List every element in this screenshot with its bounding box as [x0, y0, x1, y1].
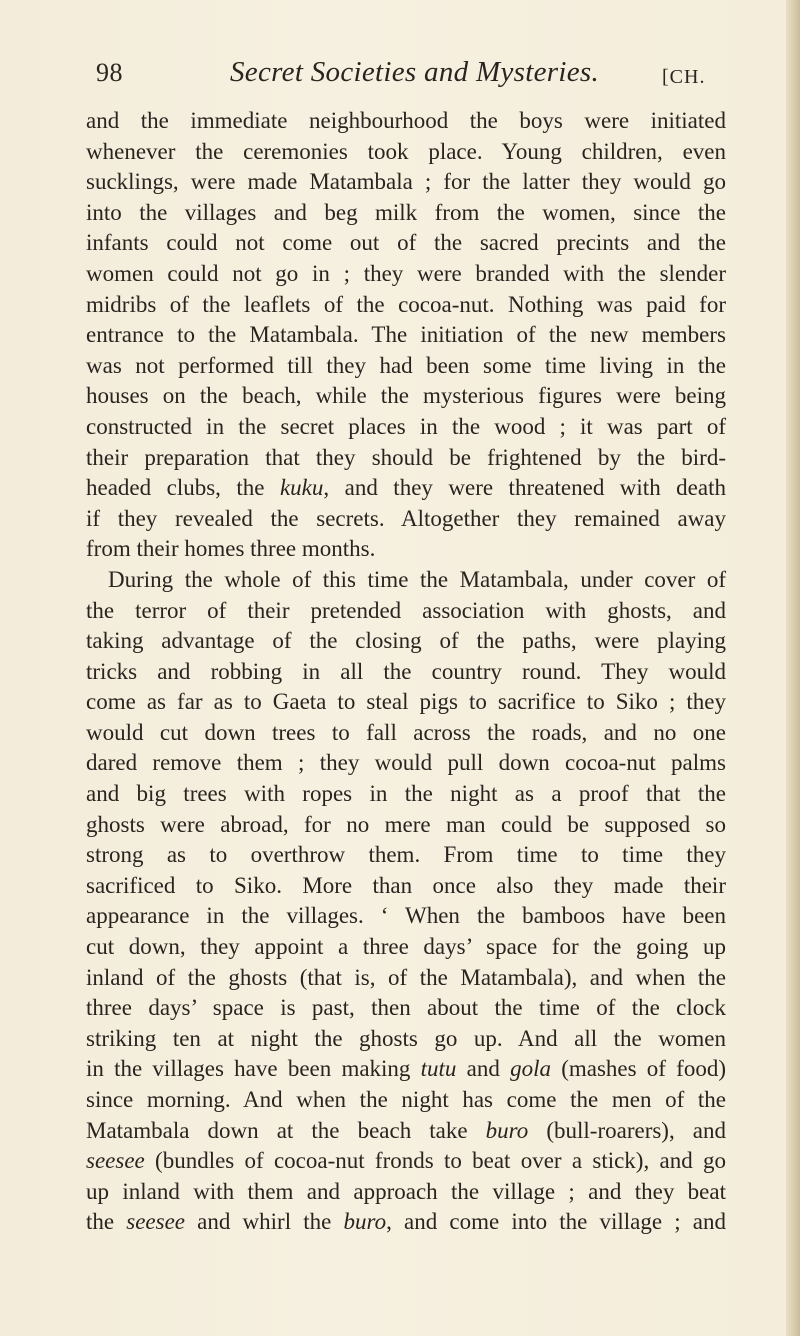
- text-segment: and big trees with ropes in the night as a proof that the: [86, 781, 726, 807]
- text-segment: the: [86, 1209, 127, 1235]
- text-segment: dared remove them ; they would pull down cocoa-nut palms: [86, 750, 726, 776]
- text-line: [86, 871, 726, 902]
- text-segment: midribs of the leaflets of the cocoa-nut. Nothing was paid for: [86, 291, 726, 317]
- text-line: [86, 840, 726, 871]
- italic-term: kuku: [279, 475, 324, 501]
- text-segment: if they revealed the secrets. Altogether they remained away: [86, 505, 726, 531]
- italic-term: gola: [510, 1056, 551, 1082]
- text-line: [86, 1146, 726, 1177]
- text-line: [86, 810, 726, 841]
- italic-term: seesee: [126, 1209, 186, 1235]
- text-line: [86, 443, 726, 474]
- text-segment: was not performed till they had been some time living in the: [86, 352, 726, 378]
- text-segment: up inland with them and approach the village ; and they beat: [86, 1178, 726, 1204]
- body-text: [86, 106, 726, 1238]
- text-line: [86, 106, 726, 137]
- text-line: [86, 412, 726, 443]
- text-segment: , and come into the village ; and: [386, 1209, 726, 1235]
- text-segment: ghosts were abroad, for no mere man could be supposed so: [86, 811, 726, 837]
- text-segment: houses on the beach, while the mysterious figures were being: [86, 383, 726, 409]
- text-segment: their preparation that they should be frightened by the bird-: [86, 444, 726, 470]
- text-segment: three days’ space is past, then about the time of the clock: [86, 995, 726, 1021]
- text-line: [86, 687, 726, 718]
- text-segment: striking ten at night the ghosts go up. And all the women: [86, 1025, 726, 1051]
- text-line: [86, 1207, 726, 1238]
- text-segment: since morning. And when the night has come the men of the: [86, 1087, 726, 1112]
- text-segment: come as far as to Gaeta to steal pigs to sacrifice to Siko ; they: [86, 689, 726, 715]
- text-segment: , and they were threatened with death: [323, 475, 726, 501]
- text-segment: taking advantage of the closing of the paths, were playing: [86, 628, 726, 654]
- italic-term: seesee: [86, 1148, 145, 1174]
- text-line: [86, 1116, 726, 1147]
- text-line: [86, 198, 726, 229]
- text-segment: inland of the ghosts (that is, of the Matambala), and when the: [86, 964, 726, 990]
- running-title: Secret Societies and Mysteries.: [230, 56, 599, 88]
- text-segment: appearance in the villages. ‘ When the bamboos have been: [86, 903, 726, 929]
- text-segment: in the villages have been making: [86, 1056, 421, 1082]
- text-line: [86, 381, 726, 412]
- text-segment: infants could not come out of the sacred precints and the: [86, 230, 726, 256]
- text-segment: the terror of their pretended association with ghosts, and: [86, 597, 726, 623]
- text-segment: and whirl the: [185, 1209, 344, 1235]
- text-line: [86, 1024, 726, 1055]
- text-line: [86, 228, 726, 259]
- text-line: [86, 993, 726, 1024]
- text-segment: whenever the ceremonies took place. Young children, even: [86, 138, 726, 164]
- text-segment: (bull-roarers), and: [528, 1117, 726, 1143]
- text-segment: tricks and robbing in all the country round. They would: [86, 658, 726, 684]
- text-line: [86, 320, 726, 351]
- italic-term: buro: [485, 1117, 529, 1143]
- text-segment: constructed in the secret places in the wood ; it was part of: [86, 413, 726, 439]
- text-line: [86, 351, 726, 382]
- text-segment: into the villages and beg milk from the women, since the: [86, 199, 726, 225]
- text-segment: (mashes of food): [550, 1056, 726, 1082]
- text-segment: and the immediate neighbourhood the boys were initiated: [86, 108, 726, 133]
- text-line: [86, 259, 726, 290]
- text-line: [86, 167, 726, 198]
- text-line: [86, 748, 726, 779]
- page-number: 98: [96, 58, 123, 87]
- page-edge: [786, 0, 800, 1336]
- page-header: [96, 58, 716, 98]
- text-line: [86, 473, 726, 504]
- text-line: [86, 565, 726, 596]
- text-line: [86, 1054, 726, 1085]
- text-line: [86, 504, 726, 535]
- text-line: [86, 779, 726, 810]
- text-segment: Matambala down at the beach take: [86, 1117, 486, 1143]
- text-segment: sucklings, were made Matambala ; for the latter they would go: [86, 169, 726, 195]
- text-segment: entrance to the Matambala. The initiation of the new members: [86, 322, 726, 348]
- text-segment: (bundles of cocoa-nut fronds to beat over a stick), and go: [144, 1148, 726, 1174]
- text-line: [86, 901, 726, 932]
- text-line: [86, 657, 726, 688]
- text-segment: cut down, they appoint a three days’ space for the going up: [86, 934, 726, 960]
- text-line: [86, 626, 726, 657]
- text-segment: sacrificed to Siko. More than once also they made their: [86, 872, 726, 898]
- text-segment: strong as to overthrow them. From time to time they: [86, 842, 726, 868]
- text-line: [86, 932, 726, 963]
- italic-term: buro: [343, 1209, 387, 1235]
- text-segment: women could not go in ; they were branded with the slender: [86, 260, 726, 286]
- text-line: [86, 290, 726, 321]
- text-segment: headed clubs, the: [86, 475, 280, 501]
- text-segment: During the whole of this time the Matambala, under cover of: [108, 566, 726, 592]
- italic-term: tutu: [420, 1056, 457, 1082]
- text-segment: from their homes three months.: [86, 536, 376, 562]
- text-line: [86, 1085, 726, 1116]
- text-line: [86, 137, 726, 168]
- text-line: [86, 963, 726, 994]
- chapter-mark: [CH.: [662, 66, 706, 88]
- text-line: [86, 596, 726, 627]
- text-line: [86, 718, 726, 749]
- text-segment: would cut down trees to fall across the roads, and no one: [86, 719, 726, 745]
- text-line: [86, 534, 726, 565]
- text-segment: and: [456, 1056, 511, 1082]
- text-line: [86, 1177, 726, 1208]
